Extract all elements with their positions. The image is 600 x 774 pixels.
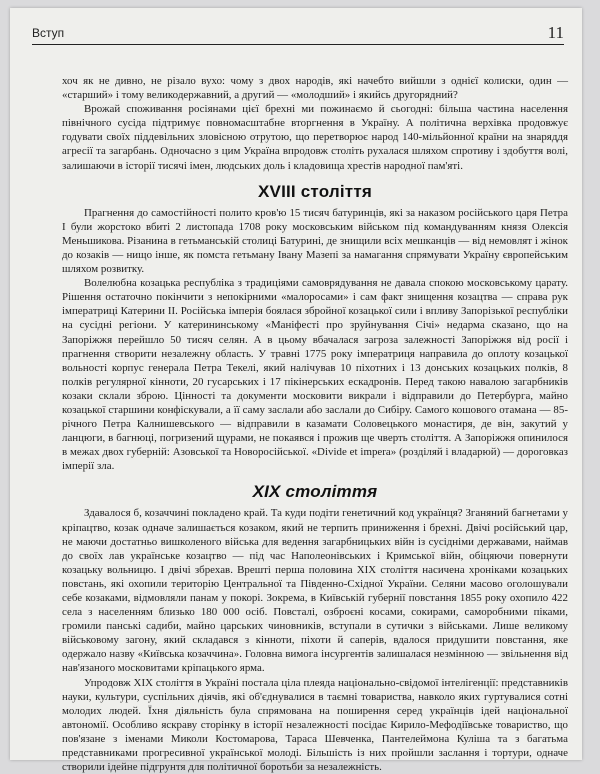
section-18-paragraph-1: Прагнення до самостійності полито кров'ю 15 тисяч батуринців, які за наказом російського царя Петра I були жорстоко вбиті 2 листопада 1708 року московським військом під командуванням князя Олексія Меньшикова. Різанина в гетьманській столиці Батурині, де знищили всіх мешканців — від немовлят і жінок до козаків — нищо інше, як помста гетьману Івану Мазепі за намагання спрямувати Україну європейським шляхом розвитку. (62, 206, 568, 276)
section-19-paragraph-2: Упродовж XIX століття в Україні постала ціла плеяда національно-свідомої інтелігенції: представників науки, культури, суспільних діячів, які об'єднувалися в таємні товариства, навколо яких гуртувалися сотні молодих людей. Їхня діяльність була спрямована на поширення серед українців ідей національної автономії. Особливо яскраву сторінку в історії незалежності посідає Кирило-Мефодіївське товариство, що пов'язане з іменами Миколи Костомарова, Тараса Шевченка, Пантелеймона Куліша та з багатьма представниками прогресивної української молоді. Більшість із них пройшли заслання і тортури, одначе створили ідейне підгрунтя для політичної боротьби за незалежність. (62, 676, 568, 774)
section-19-paragraph-1: Здавалося б, козаччині покладено край. Та куди подіти генетичний код українця? Зганяний багнетами у кріпацтво, козак одначе залишається козаком, який не терпить приниження і брехні. Двічі російський цар, не маючи достатньо вишколеного війська для ведення загарбницьких війн із сусідніми державами, наймав до своїх лав українське козацтво — під час Наполеонівських і Кримської війн, обіцяючи повернути козацьку вольницю. І двічі збрехав. Врешті перша половина XIX століття насичена хроніками козацьких повстань, які охопили територію Центральної та Південно-Східної України. Селяни масово оголошували себе козаками, відмовляли панам у покорі. Зокрема, в Київській губернії повстання 1855 року охопило 422 села з населенням близько 180 000 осіб. Повсталі, озброєні косами, сокирами, саморобними піками, громили панські садиби, майно царських чиновників, вступали в сутички з військами. Лише великому військовому загону, який складався з кінноти, піхоти й саперів, вдалося придушити повстання, яке одержало назву «Київська козаччина». Головна вимога інсургентів залишалася незмінною — звільнення від нав'язаного московитами кріпацького ярма. (62, 507, 568, 675)
page-content (62, 74, 568, 774)
running-header-section: Вступ (32, 26, 65, 40)
section-heading-19th-century: XIX століття (252, 482, 378, 502)
intro-paragraph-1: хоч як не дивно, не різало вухо: чому з двох народів, які начебто вийшли з однієї колиски, один — «старший» і тому великодержавний, а другий — «молодший» і якийсь другорядний? (62, 75, 568, 102)
book-page (10, 8, 582, 774)
intro-paragraph-2: Врожай споживання росіянами цієї брехні ми пожинаємо й сьогодні: більша частина населення північного сусіда підтримує повномасштабне вторгнення в Україну. А політична верхівка продовжує годувати своїх піддевільних зловісною отрутою, що перетворює народ 140-мільйонної країни на знаряддя агресії та загарбань. Одночасно з цим Україна впродовж століть рухалася шляхом спротиву і здобуття волі, залишаючи в історії тисячі імен, людських доль і кладовища хрестів народної пам'яті. (62, 103, 568, 172)
section-heading-18th-century: XVIII століття (258, 181, 372, 201)
section-18-paragraph-2: Волелюбна козацька республіка з традиціями самоврядування не давала спокою московському царату. Рішення остаточно покінчити з непокірними «малоросами» і сам факт знищення козацтва — справа рук імператриці Катерини II. Російська імперія боялася збройної козацької сили і впливу Запорізької республіки на сусідні регіони. У катерининському «Маніфесті про зруйнування Січі» недарма сказано, що на Запоріжжя перейшло 50 тисяч селян. А в цьому вбачалася загроза залежності Запоріжжя від росії і прагнення створити незалежну область. У травні 1775 року імператриця направила до оплоту козацької вольності корпус генерала Петра Текелі, який налічував 10 піхотних і 13 донських козацьких полків, 8 полків регулярної кінноти, 20 гусарських і 17 пікінерських ескадронів. Перед такою навалою загарбників козаки склали зброю. Цінності та документи московити викрали і відправили до Петербурга, майно козацької старшини конфіскували, а її саму заслали або заслали до Сибіру. Самого кошового отамана — 85-річного Петра Калнишевського — відправили в казамати Соловецького монастиря, де він, закутий у ланцюги, в багнюці, погризений щурами, не покаявся і прожив ще чверть століття. А Запоріжжя опинилося в межах двох губерній: Азовської та Новоросійської. «Divide et impera» (розділяй і владарюй) — дороговказ імперії зла. (62, 277, 568, 473)
page-number: 11 (547, 23, 564, 42)
page-header (32, 22, 564, 45)
